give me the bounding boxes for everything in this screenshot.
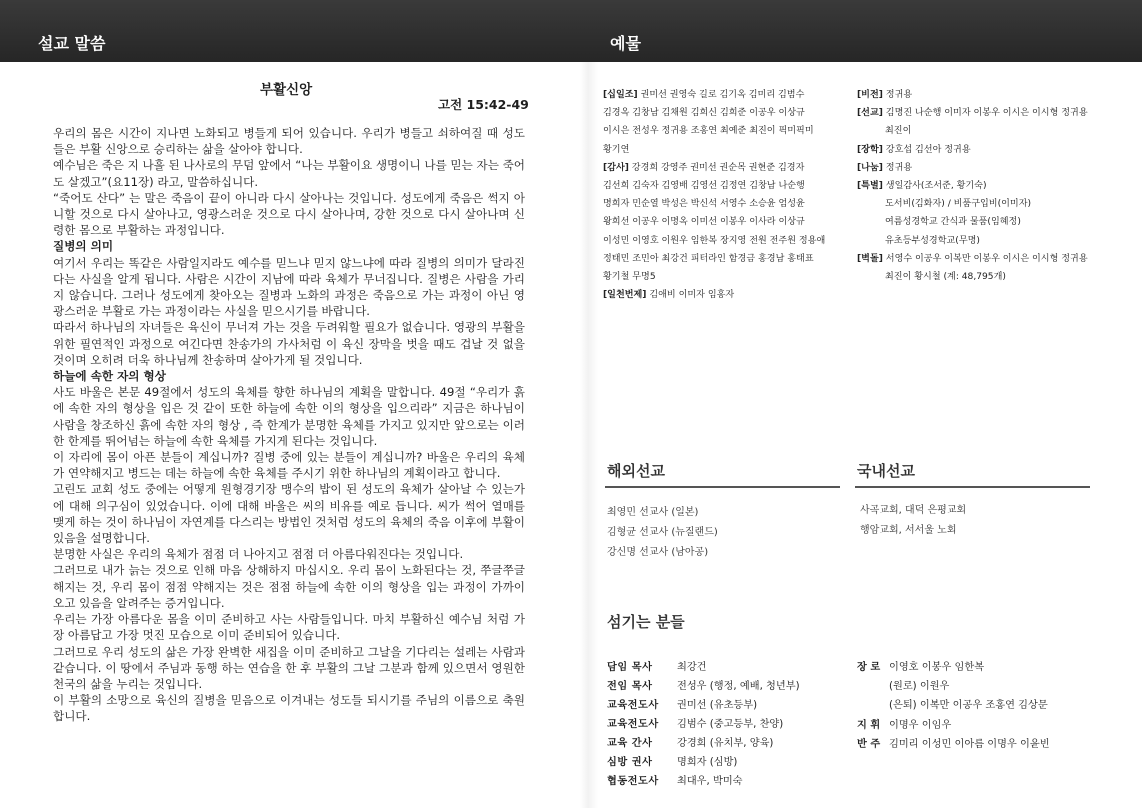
servant-name: 김범수 (중고등부, 찬양) bbox=[677, 719, 784, 730]
sermon-paragraph: 사도 바울은 본문 49절에서 성도의 육체를 향한 하나님의 계획을 말합니다. 49절 “우리가 흙에 속한 자의 형상을 입은 것 같이 또한 하늘에 속한 이의 형상을 입으리라” 지금은 하나님이 사람을 창조하신 흙에 속한 자의 형상 , 즉 한계가 분명한 육체를 가지고 있지만 앞으로는 이러한 한계를 뛰어넘는 하늘에 속한 육체를 가지게 된다는 것입니다. bbox=[53, 385, 525, 448]
offering-names: 왕희선 이공우 이명옥 이미선 이봉우 이사라 이상규 bbox=[603, 217, 805, 228]
offering-row bbox=[603, 268, 851, 286]
offering-names: 최진이 bbox=[885, 126, 912, 137]
sermon-subheading: 하늘에 속한 자의 형상 bbox=[53, 369, 166, 384]
offering-names: 황기철 무명5 bbox=[603, 272, 656, 283]
missionary-item: 최영민 선교사 (일본) bbox=[607, 507, 699, 518]
servant-role: 교육전도사 bbox=[607, 700, 659, 711]
section-title-sermon: 설교 말씀 bbox=[38, 34, 106, 53]
offering-category: [나눔] bbox=[857, 162, 883, 173]
offering-category: [벽돌] bbox=[857, 253, 883, 264]
offering-row bbox=[857, 104, 1127, 122]
sermon-paragraph: 그러므로 우리 성도의 삶은 가장 완벽한 새집을 이미 준비하고 그날을 기다리는 설레는 사람과 같습니다. 이 땅에서 주님과 동행 하는 연습을 한 후 부활의 그날 그분과 함께 있으면서 영원한 천국의 삶을 누리는 것입니다. bbox=[53, 644, 525, 691]
page-fold bbox=[580, 62, 598, 808]
sermon-subheading: 질병의 의미 bbox=[53, 239, 114, 254]
header-bar bbox=[0, 0, 1142, 62]
servant-role: 반 주 bbox=[857, 738, 881, 750]
servant-row bbox=[857, 677, 1050, 696]
servant-name: 강경희 (유치부, 양육) bbox=[677, 738, 774, 749]
offering-row bbox=[857, 195, 1127, 213]
offerings-list-right bbox=[857, 86, 1127, 286]
offering-row bbox=[857, 141, 1127, 159]
servant-role: 교육 간사 bbox=[607, 738, 653, 749]
sermon-paragraph: 이 자리에 몸이 아픈 분들이 계십니까? 질병 중에 있는 분들이 계십니까? 바울은 우리의 육체가 연약해지고 병드는 데는 하늘에 속한 육체를 주시기 위한 하나님의 계획이라고 합니다. bbox=[53, 450, 525, 481]
offering-row bbox=[603, 122, 851, 140]
servant-role: 장 로 bbox=[857, 662, 881, 673]
offering-category: [십일조] bbox=[603, 90, 638, 100]
offering-names: 강호섭 김선아 정귀용 bbox=[882, 144, 971, 155]
servant-name: 전성우 (행정, 예배, 청년부) bbox=[677, 681, 800, 692]
servant-role: 심방 권사 bbox=[607, 757, 653, 768]
servant-name: 이영호 이봉우 임한복 bbox=[889, 662, 985, 673]
missionary-item: 강신명 선교사 (남아공) bbox=[607, 547, 709, 558]
servant-name: 최대우, 박미숙 bbox=[677, 776, 743, 787]
offerings-list-left bbox=[603, 86, 851, 304]
domestic-mission-item: 행암교회, 서서울 노회 bbox=[860, 525, 957, 536]
sermon-paragraph: 따라서 하나님의 자녀들은 육신이 무너져 가는 것을 두려워할 필요가 없습니다. 영광의 부활을 위한 필연적인 과정으로 여긴다면 찬송가의 가사처럼 이 육신 장막을 벗을 때도 겁날 것 없을 것이며 오히려 더욱 하나님께 찬송하며 살아가게 될 것입니다. bbox=[53, 320, 525, 367]
scripture-reference: 고전 15:42-49 bbox=[438, 97, 529, 112]
servant-row bbox=[607, 734, 800, 753]
overseas-mission-title: 해외선교 bbox=[607, 462, 665, 480]
offering-row bbox=[603, 232, 851, 250]
offering-category: [선교] bbox=[857, 108, 883, 119]
servants-list-right bbox=[857, 658, 1050, 754]
offering-names: 김애비 이미자 임홍자 bbox=[646, 290, 735, 301]
offering-names: 여름성경학교 간식과 물품(임혜정) bbox=[885, 217, 1021, 228]
offering-row bbox=[603, 213, 851, 231]
servant-row bbox=[857, 696, 1050, 715]
servant-row bbox=[857, 658, 1050, 677]
servant-row bbox=[607, 677, 800, 696]
offering-category: [일천번제] bbox=[603, 290, 647, 301]
offering-names: 김경옥 김창남 김채원 김희신 김희준 이공우 이상규 bbox=[603, 108, 805, 119]
servant-row bbox=[607, 772, 800, 791]
offering-names: 김명진 나순행 이미자 이봉우 이시은 이시형 정귀용 bbox=[882, 108, 1088, 119]
servant-row bbox=[607, 658, 800, 677]
missionary-item: 김형균 선교사 (뉴질랜드) bbox=[607, 527, 718, 538]
offering-names: 이시은 전성우 정귀용 조홍연 최예준 최진이 픽미픽미 bbox=[603, 126, 814, 137]
offering-row bbox=[603, 250, 851, 268]
section-title-offerings: 예물 bbox=[610, 34, 641, 53]
sermon-paragraph: 분명한 사실은 우리의 육체가 점점 더 나아지고 점점 더 아름다워진다는 것입니다. bbox=[53, 547, 464, 562]
sermon-paragraph: 예수님은 죽은 지 나흘 된 나사로의 무덤 앞에서 “나는 부활이요 생명이니 나를 믿는 자는 죽어도 살겠고”(요11장) 라고, 말씀하십니다. bbox=[53, 158, 525, 189]
offering-names: 이성민 이영호 이원우 임한복 장지영 전원 전주원 정용애 bbox=[603, 235, 826, 246]
offering-names: 생일감사(조서준, 황기숙) bbox=[882, 181, 987, 192]
servant-name: 명희자 (심방) bbox=[677, 757, 738, 768]
servant-role: 담임 목사 bbox=[607, 662, 653, 673]
offering-row bbox=[603, 86, 851, 104]
offering-row bbox=[603, 286, 851, 304]
sermon-paragraph: 고린도 교회 성도 중에는 어떻게 원형경기장 맹수의 밥이 된 성도의 육체가 살아날 수 있는가에 대해 의구심이 있었습니다. 이에 대해 바울은 씨의 비유를 예로 듭니다. 씨가 썩어 열매를 맺게 하는 것이 하나님이 자연계를 다스리는 방법인 것처럼 성도의 육체의 죽음 이후에 부활이 있음을 설명합니다. bbox=[53, 482, 525, 546]
offering-row bbox=[857, 232, 1127, 250]
sermon-body bbox=[53, 125, 525, 725]
offering-names: 권미선 권영숙 길로 김기옥 김미리 김범수 bbox=[637, 90, 805, 100]
servant-name: 최강건 bbox=[677, 662, 707, 673]
servant-role: 전임 목사 bbox=[607, 681, 653, 692]
offering-row bbox=[603, 177, 851, 195]
servant-role: 협동전도사 bbox=[607, 776, 659, 787]
sermon-paragraph: “죽어도 산다” 는 말은 죽음이 끝이 아니라 다시 살아나는 것입니다. 성도에게 죽음은 썩지 아니할 것으로 다시 살아나고, 영광스러운 것으로 다시 살아나며, 강한 것으로 다시 살아나며 신령한 몸으로 부활하는 과정입니다. bbox=[53, 190, 525, 238]
servants-list-left bbox=[607, 658, 800, 791]
servant-row bbox=[607, 696, 800, 715]
offering-names: 황기연 bbox=[603, 144, 630, 155]
servant-name: (원로) 이원우 bbox=[889, 681, 950, 693]
offering-row bbox=[857, 213, 1127, 231]
domestic-divider bbox=[855, 486, 1090, 488]
servant-role: 교육전도사 bbox=[607, 719, 659, 730]
servant-row bbox=[857, 735, 1050, 754]
offering-names: 정태민 조민아 최강건 피터라인 함경금 홍경남 홍태표 bbox=[603, 253, 814, 264]
overseas-mission-list bbox=[607, 503, 718, 563]
offering-names: 명희자 민순열 박성은 박신석 서영수 소승윤 엄성윤 bbox=[603, 199, 805, 210]
offering-names: 최진이 황시철 (계: 48,795개) bbox=[885, 272, 1006, 283]
offering-names: 강경희 강영주 권미선 권순목 권현준 김경자 bbox=[628, 162, 805, 173]
offering-category: [장학] bbox=[857, 144, 883, 155]
domestic-mission-item: 사곡교회, 대덕 은평교회 bbox=[860, 505, 967, 516]
offering-names: 유초등부성경학교(무명) bbox=[885, 235, 980, 246]
sermon-paragraph: 우리는 가장 아름다운 몸을 이미 준비하고 사는 사람들입니다. 마치 부활하신 예수님 처럼 가장 아름답고 가장 멋진 모습으로 이미 준비되어 있습니다. bbox=[53, 612, 525, 643]
offering-row bbox=[857, 250, 1127, 268]
offering-row bbox=[857, 177, 1127, 195]
servant-name: (은퇴) 이복만 이공우 조홍연 김상문 bbox=[889, 700, 1048, 712]
offering-names: 서영수 이공우 이복만 이봉우 이시은 이시형 정귀용 bbox=[882, 253, 1088, 264]
offering-row bbox=[603, 159, 851, 177]
sermon-paragraph: 이 부활의 소망으로 육신의 질병을 믿음으로 이겨내는 성도들 되시기를 주님의 이름으로 축원합니다. bbox=[53, 693, 525, 724]
offering-row bbox=[857, 159, 1127, 177]
servant-name: 김미리 이성민 이아름 이명우 이윤빈 bbox=[889, 738, 1050, 750]
servant-name: 이명우 이임우 bbox=[889, 719, 952, 731]
sermon-paragraph: 그러므로 내가 늙는 것으로 인해 마음 상해하지 마십시오. 우리 몸이 노화된다는 것, 쭈글쭈글해지는 것, 우리 몸이 점점 약해지는 것은 점점 하늘에 속한 이의 형상을 입는 과정이 가까이 오고 있음을 알려주는 증거입니다. bbox=[53, 563, 525, 610]
servants-title: 섬기는 분들 bbox=[607, 613, 685, 631]
servant-row bbox=[607, 753, 800, 772]
domestic-mission-list bbox=[860, 501, 966, 541]
servant-name: 권미선 (유초등부) bbox=[677, 700, 758, 711]
servant-row bbox=[607, 715, 800, 734]
offering-row bbox=[603, 195, 851, 213]
servant-row bbox=[857, 716, 1050, 735]
overseas-divider bbox=[605, 486, 840, 488]
offering-row bbox=[603, 141, 851, 159]
offering-names: 정귀용 bbox=[882, 162, 913, 173]
offering-category: [비전] bbox=[857, 90, 883, 100]
sermon-paragraph: 우리의 몸은 시간이 지나면 노화되고 병들게 되어 있습니다. 우리가 병들고 쇠하여질 때 성도들은 부활 신앙으로 승리하는 삶을 살아야 합니다. bbox=[53, 126, 525, 157]
servant-role: 지 휘 bbox=[857, 719, 881, 731]
offering-row bbox=[603, 104, 851, 122]
offering-row bbox=[857, 86, 1127, 104]
domestic-mission-title: 국내선교 bbox=[857, 462, 915, 480]
offering-row bbox=[857, 122, 1127, 140]
offering-row bbox=[857, 268, 1127, 286]
offering-names: 정귀용 bbox=[882, 90, 913, 100]
sermon-paragraph: 여기서 우리는 똑같은 사람일지라도 예수를 믿느냐 믿지 않느냐에 따라 질병의 의미가 달라진다는 사실을 알게 됩니다. 사람은 시간이 지남에 따라 육체가 무너집니다. 질병은 사람을 가리지 않습니다. 그러나 성도에게 찾아오는 질병과 노화의 과정은 죽음으로 가는 과정이 아닌 영광스러운 부활로 가는 과정이라는 사실을 믿으시기를 바랍니다. bbox=[53, 255, 525, 319]
offering-category: [특별] bbox=[857, 181, 883, 192]
offering-names: 김선희 김숙자 김영배 김영선 김정연 김창남 나순행 bbox=[603, 181, 805, 192]
offering-names: 도서비(김화자) / 비품구입비(이미자) bbox=[885, 199, 1032, 210]
offering-category: [감사] bbox=[603, 162, 629, 173]
sermon-title: 부활신앙 bbox=[260, 82, 313, 98]
